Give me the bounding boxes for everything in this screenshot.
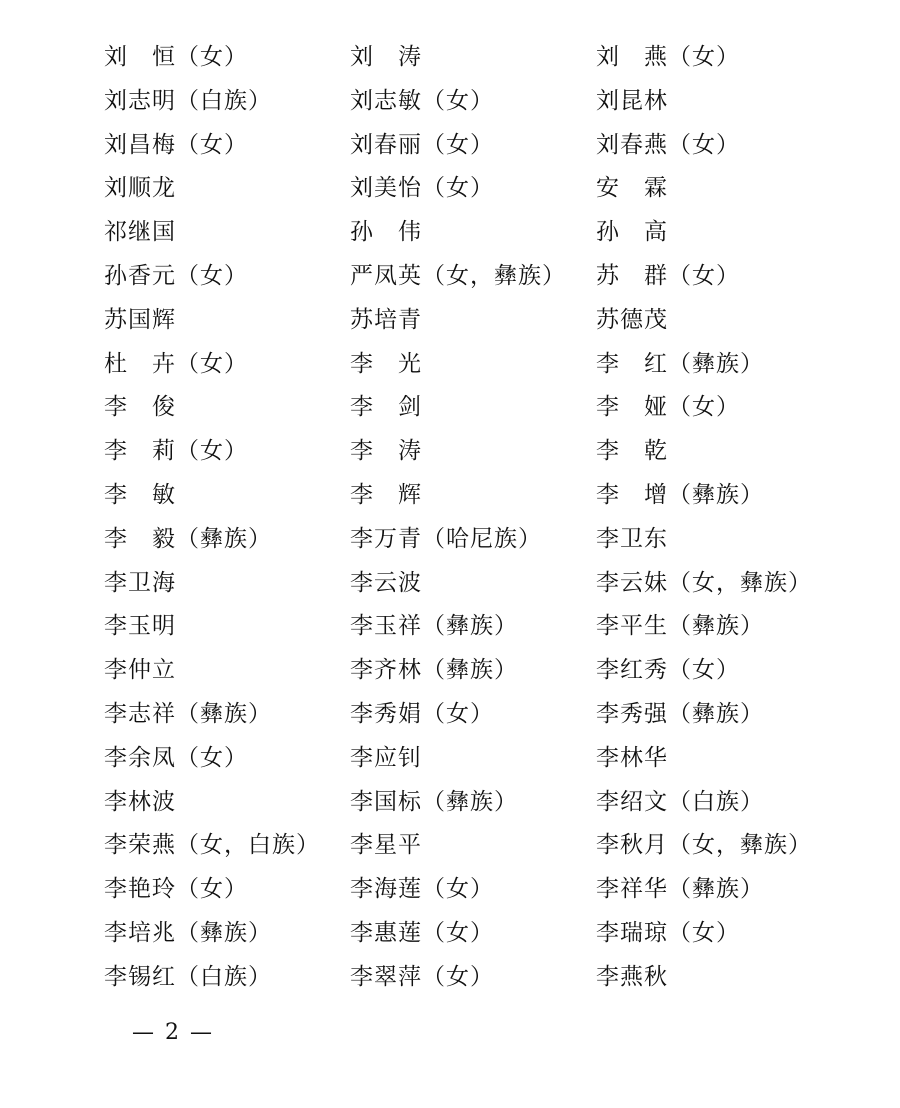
name-entry: 李 光 <box>350 350 422 377</box>
name-entry: 李 俊 <box>104 394 176 421</box>
name-entry: 李秀强（彝族） <box>596 700 764 727</box>
name-entry: 刘顺龙 <box>104 175 176 202</box>
name-entry: 李林华 <box>596 744 668 771</box>
name-entry: 李艳玲（女） <box>104 876 248 903</box>
name-entry: 李海莲（女） <box>350 876 494 903</box>
name-entry: 苏培青 <box>350 306 422 333</box>
name-entry: 李 增（彝族） <box>596 481 764 508</box>
page-number: — 2 — <box>132 1020 214 1045</box>
name-entry: 李 敏 <box>104 481 176 508</box>
name-entry: 李秋月（女，彝族） <box>596 832 812 859</box>
name-entry: 李 乾 <box>596 438 668 465</box>
name-entry: 杜 卉（女） <box>104 350 248 377</box>
name-entry: 刘昆林 <box>596 87 668 114</box>
name-entry: 李绍文（白族） <box>596 788 764 815</box>
name-entry: 刘 涛 <box>350 44 422 70</box>
name-entry: 李云波 <box>350 569 422 596</box>
name-entry: 李 莉（女） <box>104 438 248 465</box>
name-entry: 李余凤（女） <box>104 744 248 771</box>
name-entry: 李卫东 <box>596 525 668 552</box>
name-entry: 刘春丽（女） <box>350 131 494 158</box>
name-entry: 安 霖 <box>596 175 668 202</box>
name-entry: 李 剑 <box>350 394 422 421</box>
name-entry: 刘志敏（女） <box>350 87 494 114</box>
name-entry: 李荣燕（女，白族） <box>104 832 320 859</box>
name-entry: 李 涛 <box>350 438 422 465</box>
name-entry: 李翠萍（女） <box>350 963 494 990</box>
name-entry: 李卫海 <box>104 569 176 596</box>
name-entry: 李万青（哈尼族） <box>350 525 542 552</box>
name-entry: 李惠莲（女） <box>350 919 494 946</box>
name-entry: 孙 伟 <box>350 219 422 246</box>
name-entry: 李 毅（彝族） <box>104 525 272 552</box>
name-entry: 李锡红（白族） <box>104 963 272 990</box>
name-entry: 李志祥（彝族） <box>104 700 272 727</box>
name-entry: 刘志明（白族） <box>104 87 272 114</box>
name-entry: 刘美怡（女） <box>350 175 494 202</box>
name-entry: 孙 高 <box>596 219 668 246</box>
name-entry: 苏 群（女） <box>596 262 740 289</box>
name-entry: 刘 恒（女） <box>104 44 248 70</box>
name-entry: 李平生（彝族） <box>596 613 764 640</box>
name-entry: 刘春燕（女） <box>596 131 740 158</box>
name-entry: 祁继国 <box>104 219 176 246</box>
name-entry: 李红秀（女） <box>596 657 740 684</box>
name-entry: 李秀娟（女） <box>350 700 494 727</box>
name-entry: 李星平 <box>350 832 422 859</box>
name-entry: 李培兆（彝族） <box>104 919 272 946</box>
name-entry: 苏德茂 <box>596 306 668 333</box>
name-entry: 李齐林（彝族） <box>350 657 518 684</box>
name-entry: 李祥华（彝族） <box>596 876 764 903</box>
name-entry: 李应钊 <box>350 744 422 771</box>
name-entry: 李 红（彝族） <box>596 350 764 377</box>
name-entry: 李国标（彝族） <box>350 788 518 815</box>
name-entry: 李燕秋 <box>596 963 668 990</box>
name-entry: 李仲立 <box>104 657 176 684</box>
name-entry: 李玉明 <box>104 613 176 640</box>
name-entry: 李 娅（女） <box>596 394 740 421</box>
name-entry: 李瑞琼（女） <box>596 919 740 946</box>
name-entry: 李 辉 <box>350 481 422 508</box>
name-entry: 孙香元（女） <box>104 262 248 289</box>
name-entry: 刘 燕（女） <box>596 44 740 70</box>
name-entry: 李玉祥（彝族） <box>350 613 518 640</box>
name-entry: 严凤英（女，彝族） <box>350 262 566 289</box>
name-entry: 李云妹（女，彝族） <box>596 569 812 596</box>
name-entry: 苏国辉 <box>104 306 176 333</box>
name-list <box>104 36 824 1000</box>
name-entry: 刘昌梅（女） <box>104 131 248 158</box>
name-entry: 李林波 <box>104 788 176 815</box>
